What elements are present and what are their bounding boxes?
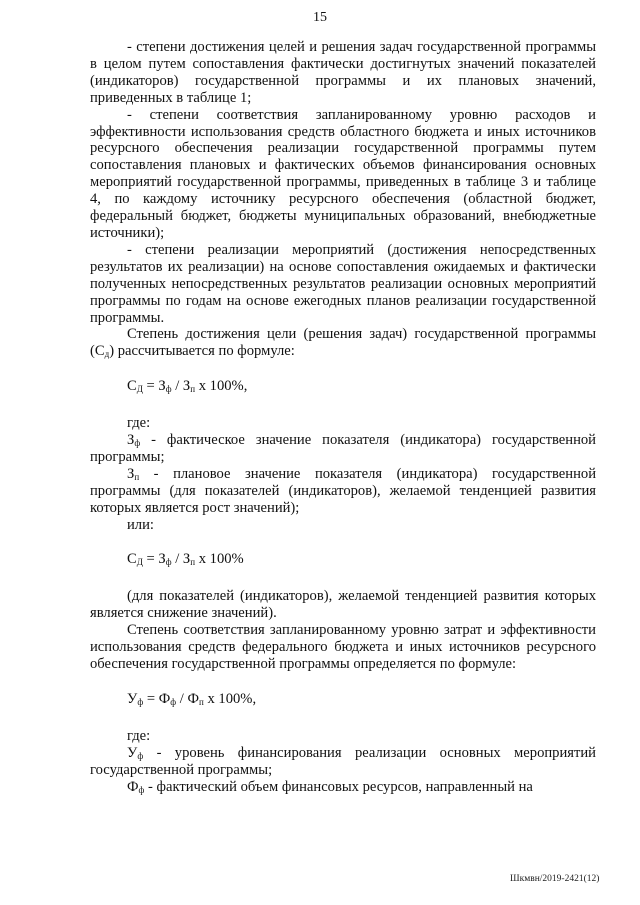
document-body bbox=[90, 39, 596, 795]
definition-actual-value: $З_ф$ - фактическое значение показателя (индикатора) государственной программы; bbox=[90, 432, 596, 465]
formula-goal-growth: $С_Д = З_ф / З_п$ х 100%, bbox=[127, 378, 248, 395]
formula-financing-level: $У_ф = Ф_ф / Ф_п$ х 100%, bbox=[127, 690, 257, 707]
or-label: или: bbox=[127, 516, 154, 533]
paragraph-goal-degree: Степень достижения цели (решения задач) государственной программы $(С_д)$ рассчитывается по формуле: bbox=[90, 326, 596, 360]
where-label: где: bbox=[127, 415, 151, 432]
definition-actual-resources: $Ф_ф$ - фактический объем финансовых ресурсов, направленный на bbox=[127, 778, 533, 795]
definition-financing-level: $У_ф$ - уровень финансирования реализации основных мероприятий государственной программы; bbox=[90, 744, 596, 778]
paragraph-decline-note: (для показателей (индикаторов), желаемой тенденцией развития которых является снижение значений). bbox=[90, 588, 596, 622]
paragraph-measures: - степени реализации мероприятий (достижения непосредственных результатов их реализации) на основе сопоставления ожидаемых и фактически полученных непосредственных результатов реализации основных мероприятий программы по годам на основе ежегодных планов реализации государственной программы. bbox=[90, 241, 596, 326]
where-label-2: где: bbox=[127, 727, 151, 744]
paragraph-cost-compliance: Степень соответствия запланированному уровню затрат и эффективности использования средств федерального бюджета и иных источников ресурсного обеспечения государственной программы определяется по формуле: bbox=[90, 622, 596, 672]
document-footer-code: Шкмвн/2019-2421(12) bbox=[510, 874, 600, 884]
paragraph-expenses: - степени соответствия запланированному уровню расходов и эффективности использования средств областного бюджета и иных источников ресурсного обеспечения реализации государственной программы путем сопоставления плановых и фактических объемов финансирования основных мероприятий государственной программы, приведенных в таблице 3 и таблице 4, по каждому источнику ресурсного обеспечения (областной бюджет, федеральный бюджет, бюджеты муниципальных образований, внебюджетные источники); bbox=[90, 106, 596, 241]
page-number: 15 bbox=[313, 10, 327, 25]
definition-planned-value: $З_п$ - плановое значение показателя (индикатора) государственной программы (для показателей (индикаторов), желаемой тенденцией развития которых является рост значений); bbox=[90, 465, 596, 516]
formula-goal-decline: $С_Д = З_ф / З_п$ х 100% bbox=[127, 551, 244, 568]
paragraph-goals: - степени достижения целей и решения задач государственной программы в целом путем сопоставления фактически достигнутых значений показателей (индикаторов) государственной программы и их плановых значений, приведенных в таблице 1; bbox=[90, 39, 596, 106]
